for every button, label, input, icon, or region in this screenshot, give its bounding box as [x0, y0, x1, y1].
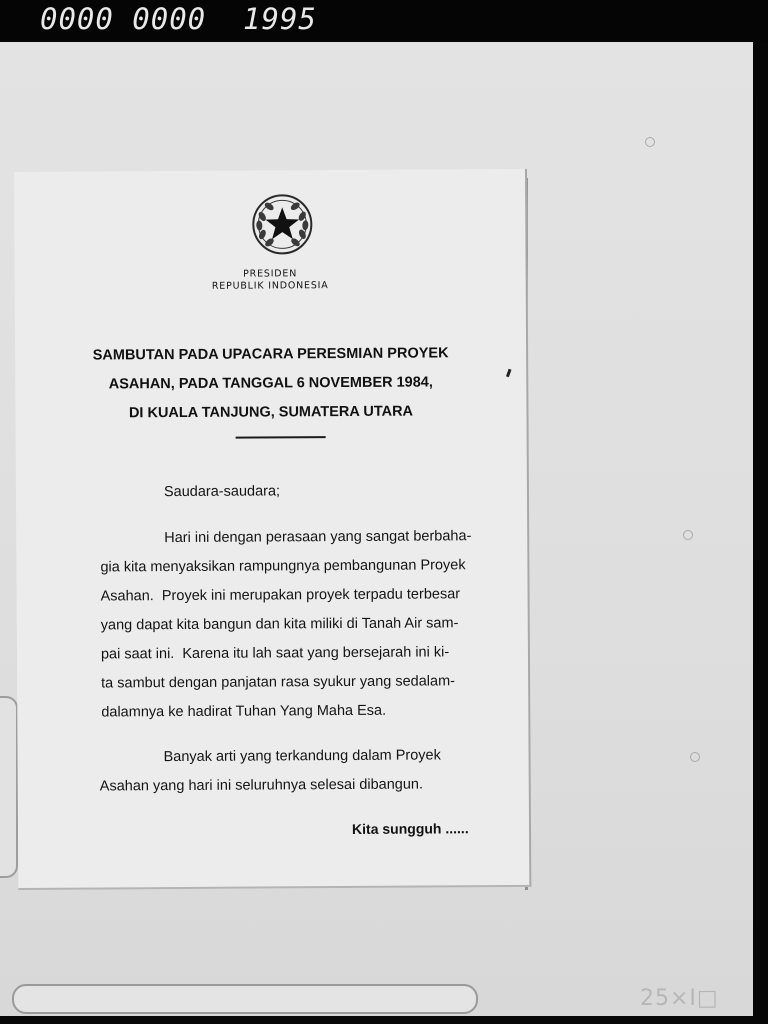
film-strip-header	[0, 0, 768, 42]
paragraph-line: Asahan yang hari ini seluruhnya selesai dibangun.	[99, 776, 424, 795]
paragraph-line: Banyak arti yang terkandung dalam Proyek	[163, 747, 441, 766]
film-right-edge	[753, 42, 768, 1024]
reduction-ratio-mark: 25×I□	[640, 986, 719, 1011]
film-bottom-edge	[0, 1016, 768, 1024]
dust-spot	[683, 530, 693, 540]
presidential-seal-icon	[250, 192, 314, 256]
dust-spot	[645, 137, 655, 147]
document-page	[14, 169, 531, 890]
paragraph-2	[99, 741, 441, 801]
letterhead	[15, 267, 526, 294]
heading-line: ASAHAN, PADA TANGGAL 6 NOVEMBER 1984,	[108, 374, 433, 393]
paragraph-1	[100, 522, 472, 727]
frame-code: 0000 0000 1995	[40, 2, 317, 36]
paragraph-line: yang dapat kita bangun dan kita miliki di Tanah Air sam-	[100, 615, 459, 634]
speech-heading	[15, 339, 527, 429]
paragraph-line: dalamnya ke hadirat Tuhan Yang Maha Esa.	[101, 702, 387, 721]
heading-line: DI KUALA TANJUNG, SUMATERA UTARA	[128, 403, 414, 422]
letterhead-title: PRESIDEN	[243, 268, 298, 280]
dust-spot	[690, 752, 700, 762]
paragraph-line: ta sambut dengan panjatan rasa syukur yang sedalam-	[101, 673, 456, 692]
salutation: Saudara-saudara;	[163, 483, 281, 501]
heading-line: SAMBUTAN PADA UPACARA PERESMIAN PROYEK	[92, 345, 449, 364]
paragraph-line: Asahan. Proyek ini merupakan proyek terpadu terbesar	[100, 586, 461, 605]
paragraph-line: pai saat ini. Karena itu lah saat yang bersejarah ini ki-	[100, 644, 450, 663]
letterhead-subtitle: REPUBLIK INDONESIA	[211, 280, 329, 292]
bottom-film-clip	[12, 984, 478, 1014]
left-binder-clip	[0, 696, 18, 878]
paragraph-line: Hari ini dengan perasaan yang sangat berbaha-	[164, 528, 472, 547]
heading-divider	[236, 436, 326, 439]
paragraph-line: gia kita menyaksikan rampungnya pembangunan Proyek	[100, 557, 466, 576]
continuation-text: Kita sungguh ......	[351, 820, 469, 837]
